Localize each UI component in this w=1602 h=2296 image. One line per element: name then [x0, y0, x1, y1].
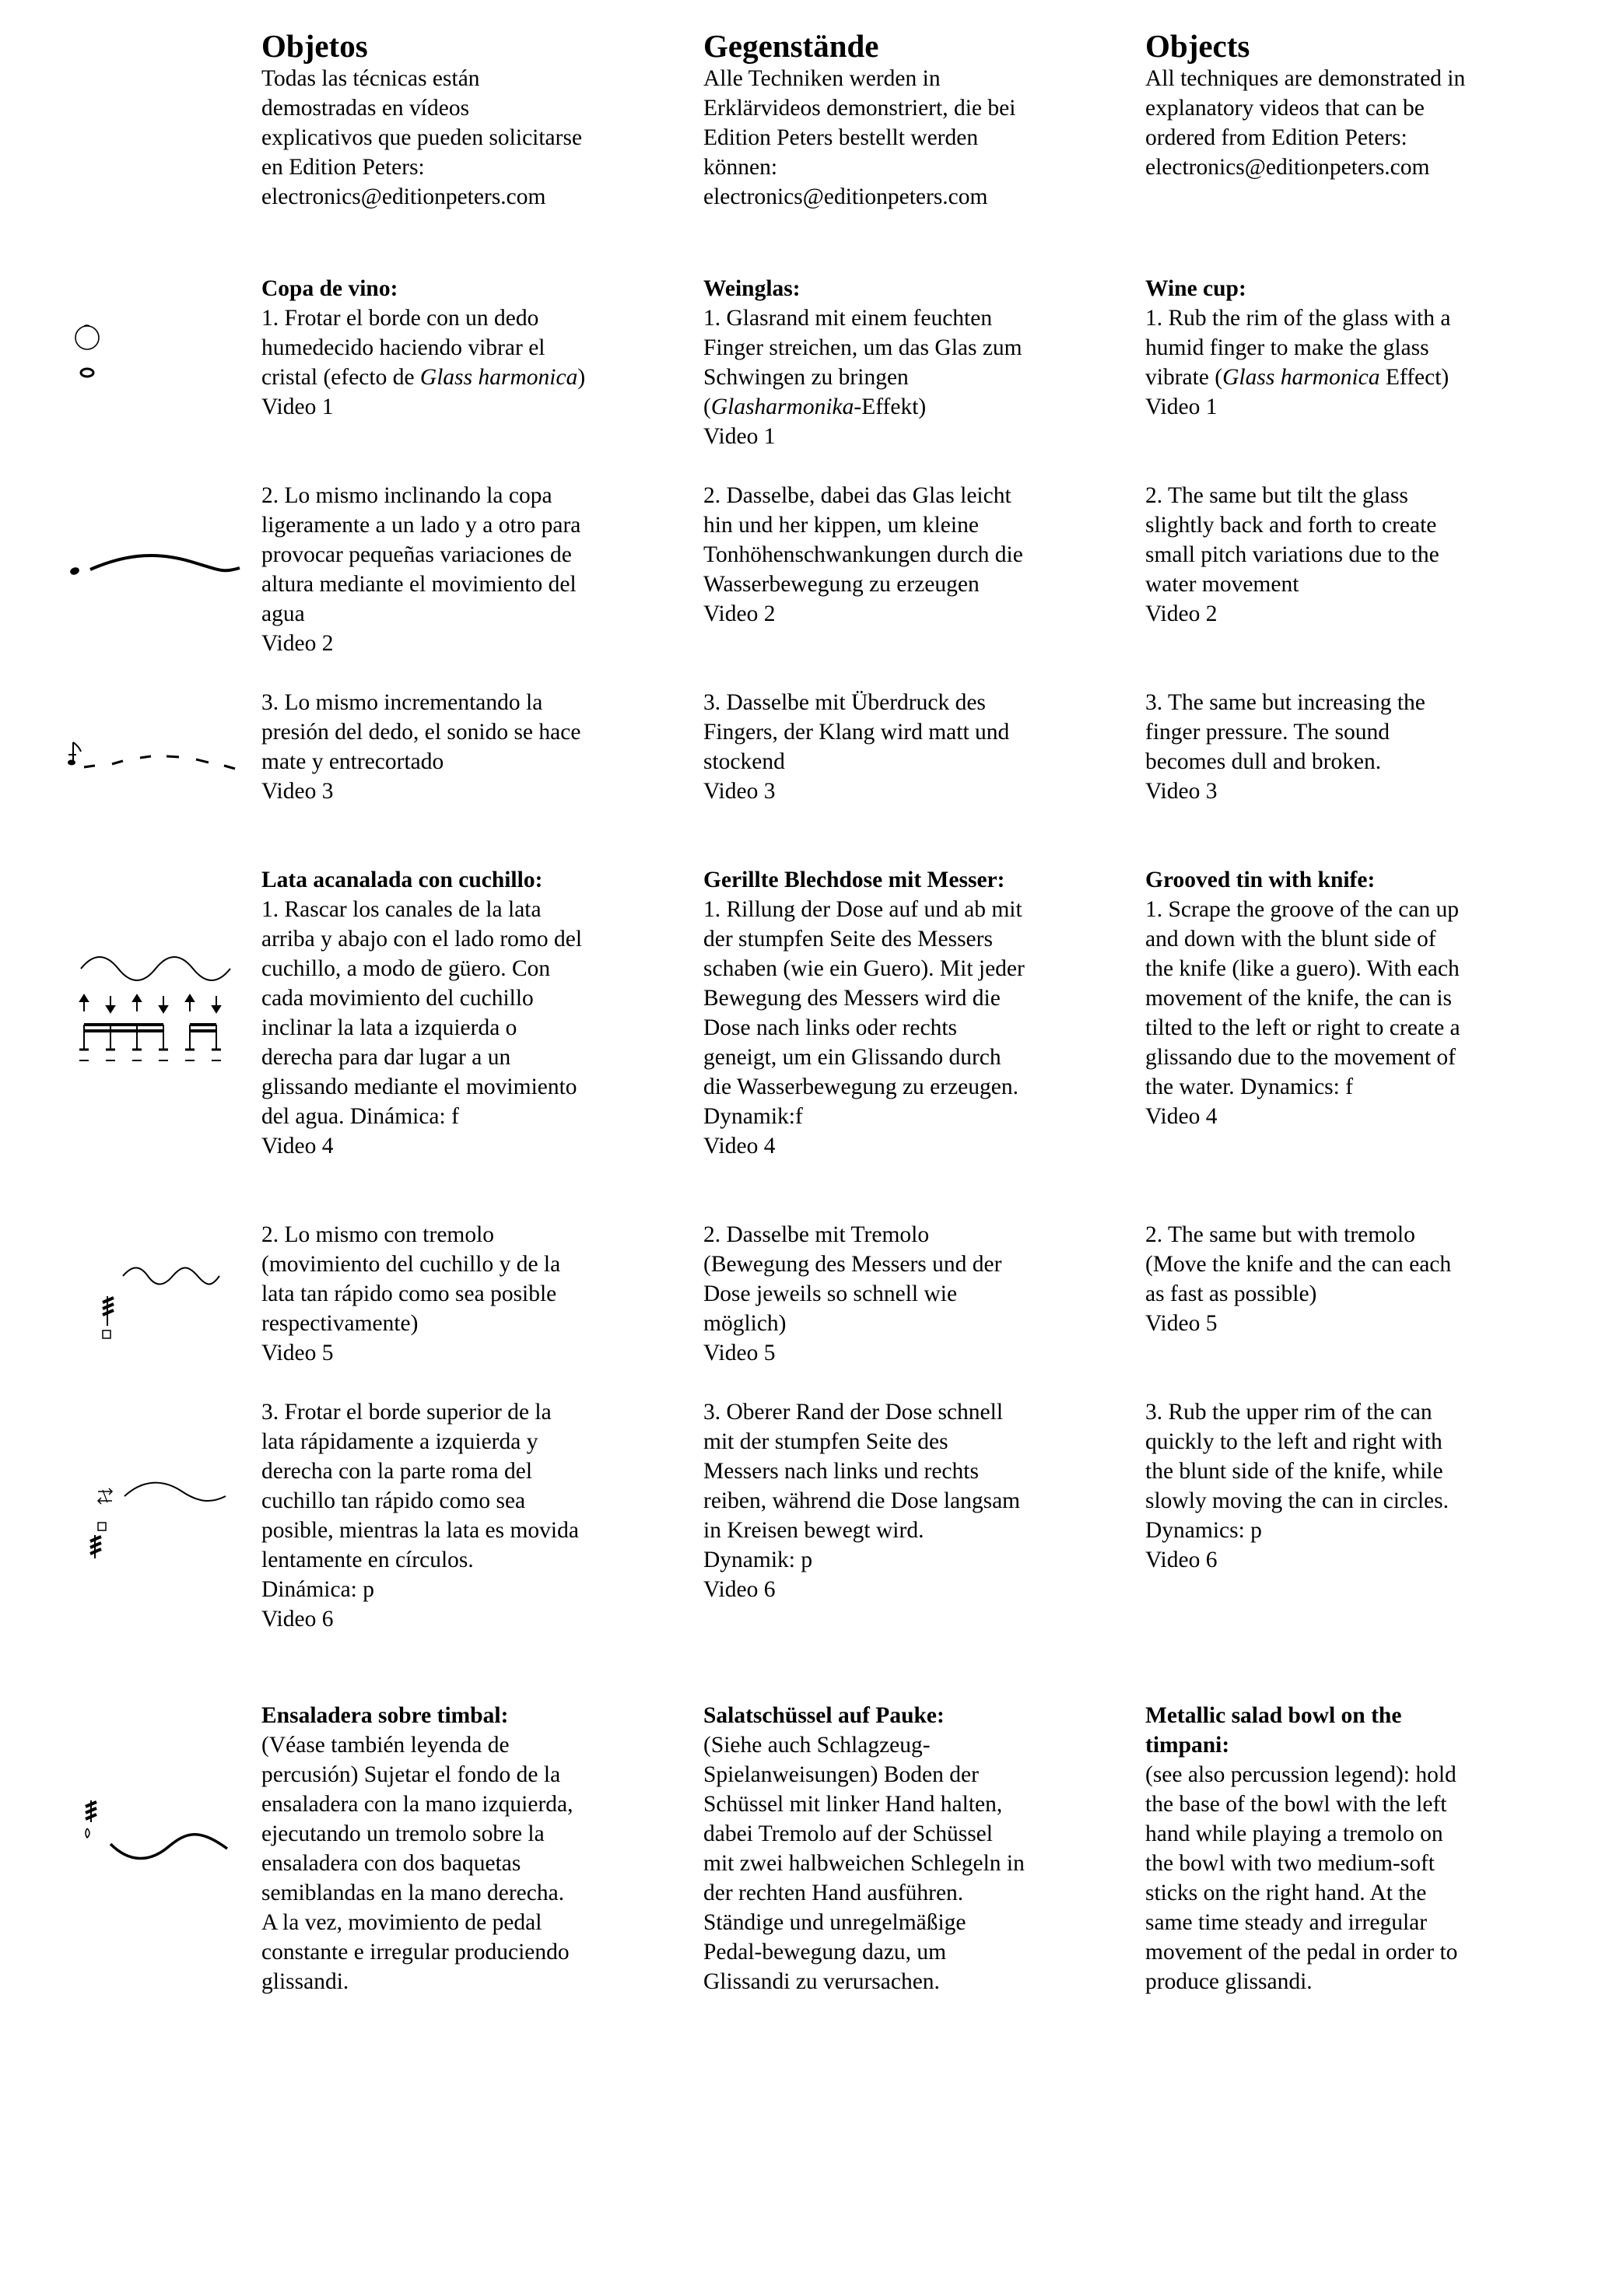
grooved-tin-item-1-de: [703, 865, 1124, 1161]
text-line: [261, 363, 682, 392]
video-reference: Video 1: [261, 394, 334, 419]
intro-line: explanatory videos that can be: [1145, 96, 1425, 121]
text-run: vibrate (: [1145, 365, 1223, 390]
text-line: 3. Lo mismo incrementando la: [261, 690, 543, 715]
text-line: 3. Frotar el borde superior de la: [261, 1400, 552, 1425]
grooved-tin-item-2-de: [703, 1220, 1124, 1368]
text-line: glissando mediante el movimiento: [261, 1074, 577, 1099]
text-line: movement of the knife, the can is: [1145, 986, 1453, 1011]
text-line: 1. Rascar los canales de la lata: [261, 897, 542, 922]
text-line: posible, mientras la lata es movida: [261, 1518, 579, 1543]
italic-term: Glass harmonica: [419, 365, 578, 390]
tremolo-glissando-icon: [100, 1267, 224, 1344]
text-line: derecha para dar lugar a un: [261, 1045, 511, 1070]
text-line: Schwingen zu bringen: [703, 365, 909, 390]
symbol-wine-glass-tilt: [67, 545, 246, 587]
intro-de: [703, 64, 1124, 212]
text-line: [703, 392, 1124, 422]
text-line: Bewegung des Messers wird die: [703, 986, 1001, 1011]
text-line: as fast as possible): [1145, 1281, 1317, 1306]
text-line: tilted to the left or right to create a: [1145, 1015, 1460, 1040]
section-heading: Weinglas:: [703, 276, 801, 301]
text-line: 1. Rub the rim of the glass with a: [1145, 306, 1451, 331]
text-line: mit zwei halbweichen Schlegeln in: [703, 1851, 1025, 1876]
text-line: arriba y abajo con el lado romo del: [261, 927, 583, 952]
grooved-tin-item-1-es: [261, 865, 682, 1161]
text-line: presión del dedo, el sonido se hace: [261, 720, 581, 745]
text-line: Pedal-bewegung dazu, um: [703, 1940, 947, 1965]
text-line: Dynamik:f: [703, 1104, 803, 1129]
text-line: Tonhöhenschwankungen durch die: [703, 542, 1023, 567]
text-line: 2. The same but with tremolo: [1145, 1222, 1415, 1247]
text-line: (Move the knife and the can each: [1145, 1252, 1452, 1277]
text-line: hin und her kippen, um kleine: [703, 513, 979, 538]
text-line: 1. Glasrand mit einem feuchten: [703, 306, 993, 331]
guero-scrape-icon: [78, 953, 233, 1070]
symbol-wine-glass-pressure: [65, 738, 244, 780]
text-line: ejecutando un tremolo sobre la: [261, 1821, 545, 1846]
video-reference: Video 3: [703, 779, 776, 804]
text-line: Dose jeweils so schnell wie: [703, 1281, 958, 1306]
text-line: the water. Dynamics: f: [1145, 1074, 1354, 1099]
text-line: 1. Scrape the groove of the can up: [1145, 897, 1460, 922]
text-line: (see also percussion legend): hold: [1145, 1762, 1457, 1787]
wine-glass-item-2-es: [261, 481, 682, 658]
text-line: lata rápidamente a izquierda y: [261, 1429, 538, 1454]
text-line: slowly moving the can in circles.: [1145, 1488, 1449, 1513]
column-title-en: Objects: [1145, 28, 1250, 64]
italic-term: Glass harmonica: [1222, 365, 1380, 390]
text-line: 3. Oberer Rand der Dose schnell: [703, 1400, 1004, 1425]
dashed-glissando-icon: [65, 738, 244, 776]
text-line: Dynamik: p: [703, 1548, 813, 1572]
intro-line: demostradas en vídeos: [261, 96, 470, 121]
text-line: 3. Rub the upper rim of the can: [1145, 1400, 1432, 1425]
intro-email[interactable]: electronics@editionpeters.com: [261, 184, 546, 209]
text-line: altura mediante el movimiento del: [261, 572, 577, 597]
section-heading: Metallic salad bowl on the: [1145, 1703, 1402, 1728]
grooved-tin-item-3-de: [703, 1397, 1124, 1604]
video-reference: Video 1: [1145, 394, 1218, 419]
text-line: dabei Tremolo auf der Schüssel: [703, 1821, 993, 1846]
text-line: geneigt, um ein Glissando durch: [703, 1045, 1001, 1070]
text-line: humid finger to make the glass: [1145, 335, 1429, 360]
intro-email[interactable]: electronics@editionpeters.com: [703, 184, 988, 209]
text-line: ensaladera con la mano izquierda,: [261, 1792, 573, 1817]
text-line: Spielanweisungen) Boden der: [703, 1762, 979, 1787]
text-line: (Véase también leyenda de: [261, 1733, 510, 1758]
wine-glass-item-1-es: [261, 274, 682, 422]
text-line: becomes dull and broken.: [1145, 749, 1382, 774]
grooved-tin-item-1-en: [1145, 865, 1565, 1131]
symbol-grooved-tin-scrape: [78, 953, 233, 1074]
text-line: cuchillo tan rápido como sea: [261, 1488, 526, 1513]
text-line: Glissandi zu verursachen.: [703, 1969, 940, 1994]
text-line: (Siehe auch Schlagzeug-: [703, 1733, 931, 1758]
section-heading: Lata acanalada con cuchillo:: [261, 868, 543, 892]
text-line: 1. Frotar el borde con un dedo: [261, 306, 539, 331]
italic-term: Glasharmonika: [710, 394, 854, 419]
video-reference: Video 3: [261, 779, 334, 804]
grooved-tin-item-2-es: [261, 1220, 682, 1368]
column-title-de: Gegenstände: [703, 28, 879, 64]
text-line: 2. Dasselbe, dabei das Glas leicht: [703, 483, 1011, 508]
text-line: provocar pequeñas variaciones de: [261, 542, 572, 567]
text-line: humedecido haciendo vibrar el: [261, 335, 545, 360]
text-line: Schüssel mit linker Hand halten,: [703, 1792, 1003, 1817]
wine-glass-item-2-en: [1145, 481, 1565, 629]
text-line: mit der stumpfen Seite des: [703, 1429, 948, 1454]
salad-bowl-item-en: [1145, 1701, 1565, 1996]
wine-glass-item-1-en: [1145, 274, 1565, 422]
wine-glass-item-2-de: [703, 481, 1124, 629]
text-line: möglich): [703, 1311, 787, 1336]
video-reference: Video 4: [703, 1134, 776, 1159]
intro-line: Todas las técnicas están: [261, 66, 480, 91]
video-reference: Video 5: [261, 1341, 334, 1365]
text-run: (: [703, 394, 711, 419]
text-line: der stumpfen Seite des Messers: [703, 927, 993, 952]
text-run: cristal (efecto de: [261, 365, 420, 390]
wine-glass-item-3-de: [703, 688, 1124, 806]
text-line: sticks on the right hand. At the: [1145, 1881, 1427, 1905]
text-line: percusión) Sujetar el fondo de la: [261, 1762, 561, 1787]
grooved-tin-item-3-es: [261, 1397, 682, 1634]
text-line: the knife (like a guero). With each: [1145, 956, 1460, 981]
video-reference: Video 5: [703, 1341, 776, 1365]
video-reference: Video 3: [1145, 779, 1218, 804]
text-line: Wasserbewegung zu erzeugen: [703, 572, 980, 597]
text-line: glissandi.: [261, 1969, 349, 1994]
text-line: 3. Dasselbe mit Überdruck des: [703, 690, 986, 715]
text-line: [1145, 363, 1565, 392]
text-line: small pitch variations due to the: [1145, 542, 1439, 567]
text-line: Dinámica: p: [261, 1577, 374, 1602]
text-line: semiblandas en la mano derecha.: [261, 1881, 565, 1905]
video-reference: Video 6: [703, 1577, 776, 1602]
rim-rub-icon: [89, 1474, 229, 1576]
section-heading: Ensaladera sobre timbal:: [261, 1703, 509, 1728]
text-line: Finger streichen, um das Glas zum: [703, 335, 1022, 360]
text-line: the blunt side of the knife, while: [1145, 1459, 1443, 1484]
wine-glass-item-3-en: [1145, 688, 1565, 806]
intro-line: explicativos que pueden solicitarse: [261, 125, 583, 150]
video-reference: Video 4: [1145, 1104, 1218, 1129]
text-line: agua: [261, 601, 305, 626]
symbol-grooved-tin-tremolo: [100, 1267, 224, 1348]
text-line: A la vez, movimiento de pedal: [261, 1910, 542, 1935]
text-line: mate y entrecortado: [261, 749, 444, 774]
text-line: die Wasserbewegung zu erzeugen.: [703, 1074, 1018, 1099]
video-reference: Video 6: [1145, 1548, 1218, 1572]
text-line: 1. Rillung der Dose auf und ab mit: [703, 897, 1022, 922]
text-line: inclinar la lata a izquierda o: [261, 1015, 517, 1040]
text-line: Ständige und unregelmäßige: [703, 1910, 966, 1935]
grooved-tin-item-2-en: [1145, 1220, 1565, 1338]
section-heading: Copa de vino:: [261, 276, 398, 301]
text-line: the base of the bowl with the left: [1145, 1792, 1447, 1817]
text-line: Dose nach links oder rechts: [703, 1015, 958, 1040]
video-reference: Video 2: [703, 601, 776, 626]
video-reference: Video 2: [261, 631, 334, 656]
text-run: -Effekt): [854, 394, 927, 419]
text-run: ): [577, 365, 586, 390]
wavy-glissando-icon: [67, 545, 246, 584]
salad-bowl-item-es: [261, 1701, 682, 1996]
symbol-salad-bowl-timpani: [82, 1797, 238, 1871]
text-line: der rechten Hand ausführen.: [703, 1881, 964, 1905]
text-line: stockend: [703, 749, 785, 774]
text-line: lentamente en círculos.: [261, 1548, 474, 1572]
text-line: and down with the blunt side of: [1145, 927, 1436, 952]
text-line: finger pressure. The sound: [1145, 720, 1390, 745]
text-line: schaben (wie ein Guero). Mit jeder: [703, 956, 1025, 981]
section-heading: Grooved tin with knife:: [1145, 868, 1376, 892]
glass-harmonica-icon: [62, 321, 109, 383]
text-line: quickly to the left and right with: [1145, 1429, 1443, 1454]
text-line: (Bewegung des Messers und der: [703, 1252, 1002, 1277]
intro-line: ordered from Edition Peters:: [1145, 125, 1407, 150]
section-heading: Salatschüssel auf Pauke:: [703, 1703, 945, 1728]
text-line: glissando due to the movement of: [1145, 1045, 1456, 1070]
text-line: (movimiento del cuchillo y de la: [261, 1252, 561, 1277]
video-reference: Video 5: [1145, 1311, 1218, 1336]
text-line: the bowl with two medium-soft: [1145, 1851, 1435, 1876]
column-title-es: Objetos: [261, 28, 368, 64]
intro-line: Erklärvideos demonstriert, die bei: [703, 96, 1016, 121]
text-line: 2. Lo mismo con tremolo: [261, 1222, 495, 1247]
intro-es: [261, 64, 682, 212]
intro-en: [1145, 64, 1565, 182]
bowl-tremolo-glissando-icon: [82, 1797, 238, 1867]
text-line: same time steady and irregular: [1145, 1910, 1428, 1935]
text-line: 2. Lo mismo inclinando la copa: [261, 483, 552, 508]
text-line: Fingers, der Klang wird matt und: [703, 720, 1010, 745]
text-line: ligeramente a un lado y a otro para: [261, 513, 581, 538]
intro-line: können:: [703, 155, 778, 180]
wine-glass-item-3-es: [261, 688, 682, 806]
video-reference: Video 6: [261, 1607, 334, 1632]
video-reference: Video 2: [1145, 601, 1218, 626]
intro-line: en Edition Peters:: [261, 155, 425, 180]
column-es: [261, 28, 682, 212]
section-heading: timpani:: [1145, 1733, 1230, 1758]
wine-glass-item-1-de: [703, 274, 1124, 451]
text-line: derecha con la parte roma del: [261, 1459, 533, 1484]
symbol-grooved-tin-rim: [89, 1474, 229, 1579]
text-line: 3. The same but increasing the: [1145, 690, 1425, 715]
text-line: in Kreisen bewegt wird.: [703, 1518, 924, 1543]
video-reference: Video 1: [703, 424, 776, 449]
text-line: produce glissandi.: [1145, 1969, 1313, 1994]
text-line: cuchillo, a modo de güero. Con: [261, 956, 551, 981]
column-en: [1145, 28, 1565, 182]
video-reference: Video 4: [261, 1134, 334, 1159]
text-line: Messers nach links und rechts: [703, 1459, 979, 1484]
intro-line: Edition Peters bestellt werden: [703, 125, 979, 150]
text-line: hand while playing a tremolo on: [1145, 1821, 1443, 1846]
intro-email[interactable]: electronics@editionpeters.com: [1145, 155, 1430, 180]
text-line: water movement: [1145, 572, 1299, 597]
salad-bowl-item-de: [703, 1701, 1124, 1996]
text-line: 2. Dasselbe mit Tremolo: [703, 1222, 930, 1247]
text-line: Dynamics: p: [1145, 1518, 1262, 1543]
symbol-wine-glass-rub: [62, 321, 109, 387]
text-line: constante e irregular produciendo: [261, 1940, 570, 1965]
section-heading: Wine cup:: [1145, 276, 1246, 301]
intro-line: Alle Techniken werden in: [703, 66, 941, 91]
text-line: lata tan rápido como sea posible: [261, 1281, 557, 1306]
column-de: [703, 28, 1124, 212]
text-run: Effect): [1379, 365, 1450, 390]
text-line: respectivamente): [261, 1311, 419, 1336]
text-line: cada movimiento del cuchillo: [261, 986, 534, 1011]
text-line: slightly back and forth to create: [1145, 513, 1437, 538]
grooved-tin-item-3-en: [1145, 1397, 1565, 1575]
intro-line: All techniques are demonstrated in: [1145, 66, 1466, 91]
text-line: ensaladera con dos baquetas: [261, 1851, 521, 1876]
text-line: 2. The same but tilt the glass: [1145, 483, 1408, 508]
text-line: reiben, während die Dose langsam: [703, 1488, 1021, 1513]
section-heading: Gerillte Blechdose mit Messer:: [703, 868, 1005, 892]
text-line: del agua. Dinámica: f: [261, 1104, 459, 1129]
text-line: movement of the pedal in order to: [1145, 1940, 1458, 1965]
